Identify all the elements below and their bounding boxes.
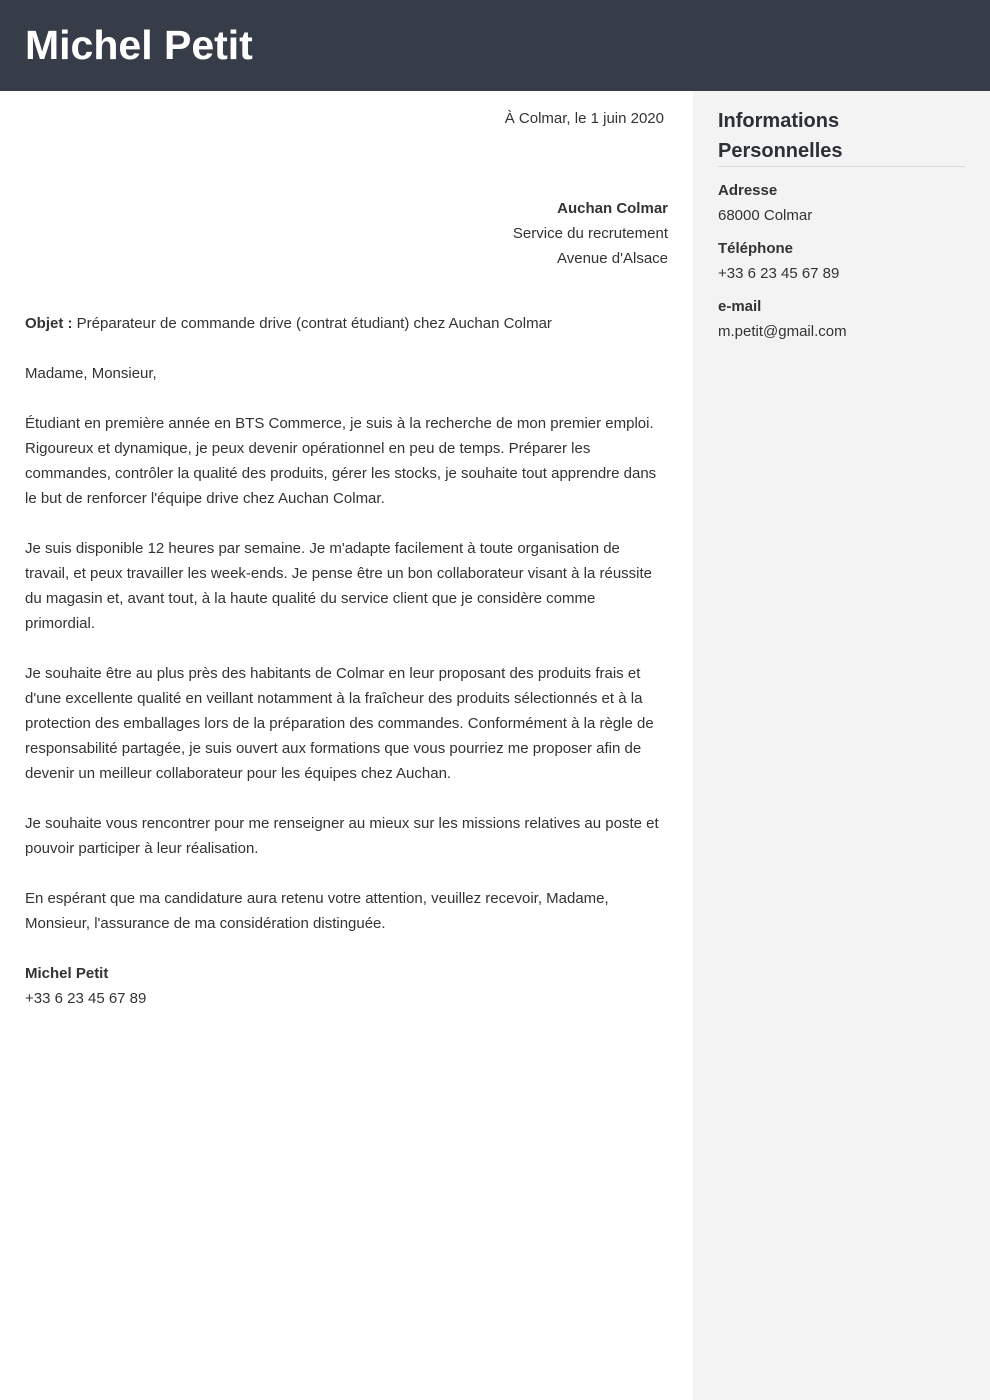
phone-value: +33 6 23 45 67 89 [718, 265, 840, 282]
paragraph: Je souhaite vous rencontrer pour me renseigner au mieux sur les missions relatives au poste et pouvoir participer à leur réalisation. [25, 815, 659, 857]
personal-info [718, 106, 965, 352]
signature-phone: +33 6 23 45 67 89 [25, 990, 147, 1007]
email-label: e-mail [718, 298, 762, 315]
signature-name: Michel Petit [25, 965, 109, 982]
salutation: Madame, Monsieur, [25, 365, 157, 382]
sidebar-title [718, 106, 965, 167]
address-value: 68000 Colmar [718, 207, 813, 224]
address-label: Adresse [718, 182, 778, 199]
recipient-address: Avenue d'Alsace [557, 250, 668, 267]
subject-text: Préparateur de commande drive (contrat étudiant) chez Auchan Colmar [76, 315, 552, 332]
email-value: m.petit@gmail.com [718, 323, 847, 340]
recipient-block [513, 196, 668, 271]
sidebar-title-line1: Informations [718, 110, 840, 132]
letter-date: À Colmar, le 1 juin 2020 [504, 110, 664, 127]
recipient-company: Auchan Colmar [557, 200, 668, 217]
header-banner [0, 0, 990, 91]
paragraph: En espérant que ma candidature aura retenu votre attention, veuillez recevoir, Madame, Monsieur, l'assurance de ma considération distinguée. [25, 890, 609, 932]
applicant-name: Michel Petit [25, 22, 253, 68]
letter-content [25, 311, 668, 1011]
sidebar-title-line2: Personnelles [718, 140, 843, 162]
paragraph: Étudiant en première année en BTS Commerce, je suis à la recherche de mon premier emploi. Rigoureux et dynamique, je peux devenir opérationnel en peu de temps. Préparer les commandes, contrôler la qualité des produits, gérer les stocks, je souhaite tout apprendre dans le but de renforcer l'équipe drive chez Auchan Colmar. [25, 415, 657, 507]
recipient-department: Service du recrutement [512, 225, 668, 242]
paragraph: Je souhaite être au plus près des habitants de Colmar en leur proposant des produits frais et d'une excellente qualité en veillant notamment à la fraîcheur des produits sélectionnés et à la protection des emballages lors de la préparation des commandes. Conformément à la règle de responsabilité partagée, je suis ouvert aux formations que vous pourriez me proposer afin de devenir un meilleur collaborateur pour les équipes chez Auchan. [25, 665, 654, 782]
subject-line [25, 311, 668, 336]
paragraph: Je suis disponible 12 heures par semaine. Je m'adapte facilement à toute organisation de travail, et peux travailler les week-ends. Je pense être un bon collaborateur visant à la réussite du magasin et, avant tout, à la haute qualité du service client que je considère comme primordial. [25, 540, 653, 632]
phone-label: Téléphone [718, 240, 794, 257]
sidebar [693, 91, 990, 1400]
signature-block [25, 961, 668, 1011]
subject-label: Objet : [25, 315, 73, 332]
